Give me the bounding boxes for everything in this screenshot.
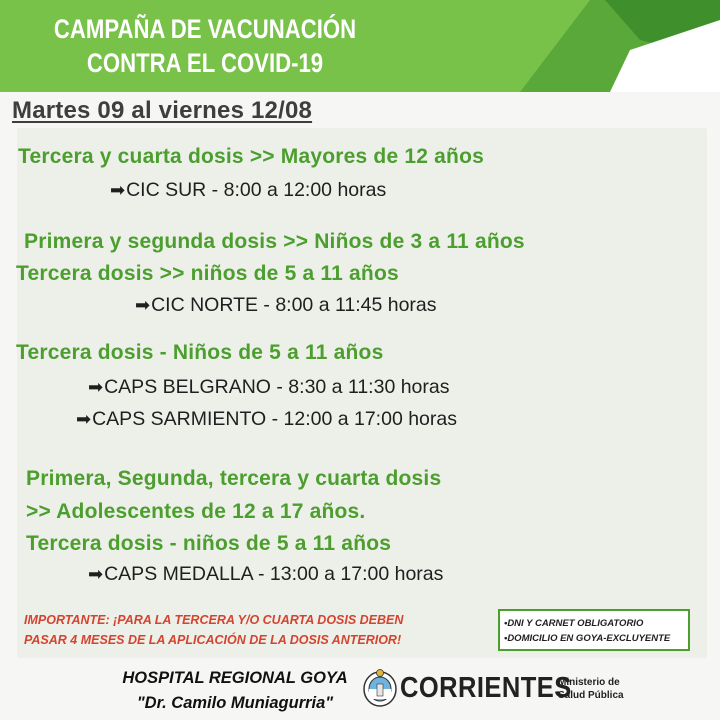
- important-notice: [24, 610, 403, 650]
- ministry-name-line1: Ministerio de: [558, 677, 620, 688]
- campaign-title: [53, 12, 356, 80]
- arrow-right-icon: ➡: [110, 180, 126, 200]
- vaccination-location: [76, 408, 457, 431]
- target-group: Primera, Segunda, tercera y cuarta dosis: [26, 467, 442, 490]
- location-text: CIC NORTE - 8:00 a 11:45 horas: [151, 294, 437, 316]
- target-group: Tercera dosis - niños de 5 a 11 años: [26, 532, 392, 555]
- location-text: CAPS MEDALLA - 13:00 a 17:00 horas: [104, 563, 444, 585]
- vaccination-location: [88, 376, 450, 399]
- target-group: >> Adolescentes de 12 a 17 años.: [26, 500, 366, 523]
- requirement-item: •DNI Y CARNET OBLIGATORIO: [504, 618, 644, 629]
- ministry-name-line2: Salud Pública: [558, 690, 624, 701]
- campaign-title-line1: CAMPAÑA DE VACUNACIÓN: [53, 14, 357, 44]
- arrow-right-icon: ➡: [88, 377, 104, 397]
- hospital-name: [105, 666, 365, 716]
- important-notice-line2: PASAR 4 MESES DE LA APLICACIÓN DE LA DOSIS ANTERIOR!: [24, 633, 402, 647]
- hospital-name-line2: "Dr. Camilo Muniagurria": [136, 694, 334, 712]
- target-group: Tercera dosis >> niños de 5 a 11 años: [16, 262, 399, 285]
- requirements-box: [498, 609, 690, 651]
- header-banner: [0, 0, 720, 92]
- arrow-right-icon: ➡: [88, 564, 104, 584]
- date-range: Martes 09 al viernes 12/08: [12, 97, 313, 124]
- location-text: CAPS SARMIENTO - 12:00 a 17:00 horas: [92, 408, 457, 430]
- target-group: Primera y segunda dosis >> Niños de 3 a 11 años: [24, 230, 525, 253]
- province-logo-text: CORRIENTES: [400, 672, 572, 704]
- vaccination-location: [135, 294, 437, 317]
- arrow-right-icon: ➡: [76, 409, 92, 429]
- ministry-name: [558, 676, 624, 702]
- target-group: Tercera y cuarta dosis >> Mayores de 12 años: [18, 145, 484, 168]
- arrow-right-icon: ➡: [135, 295, 151, 315]
- vaccination-location: [88, 563, 443, 586]
- hospital-name-line1: HOSPITAL REGIONAL GOYA: [122, 669, 348, 687]
- vaccination-location: [110, 179, 386, 202]
- target-group: Tercera dosis - Niños de 5 a 11 años: [16, 341, 384, 364]
- header-decoration-icon: [520, 0, 720, 92]
- requirement-item: •DOMICILIO EN GOYA-EXCLUYENTE: [504, 633, 671, 644]
- important-notice-line1: IMPORTANTE: ¡PARA LA TERCERA Y/O CUARTA DOSIS DEBEN: [24, 613, 404, 627]
- campaign-title-line2: CONTRA EL COVID-19: [86, 48, 324, 78]
- location-text: CIC SUR - 8:00 a 12:00 horas: [126, 179, 387, 201]
- location-text: CAPS BELGRANO - 8:30 a 11:30 horas: [104, 376, 450, 398]
- province-seal-icon: [362, 668, 398, 708]
